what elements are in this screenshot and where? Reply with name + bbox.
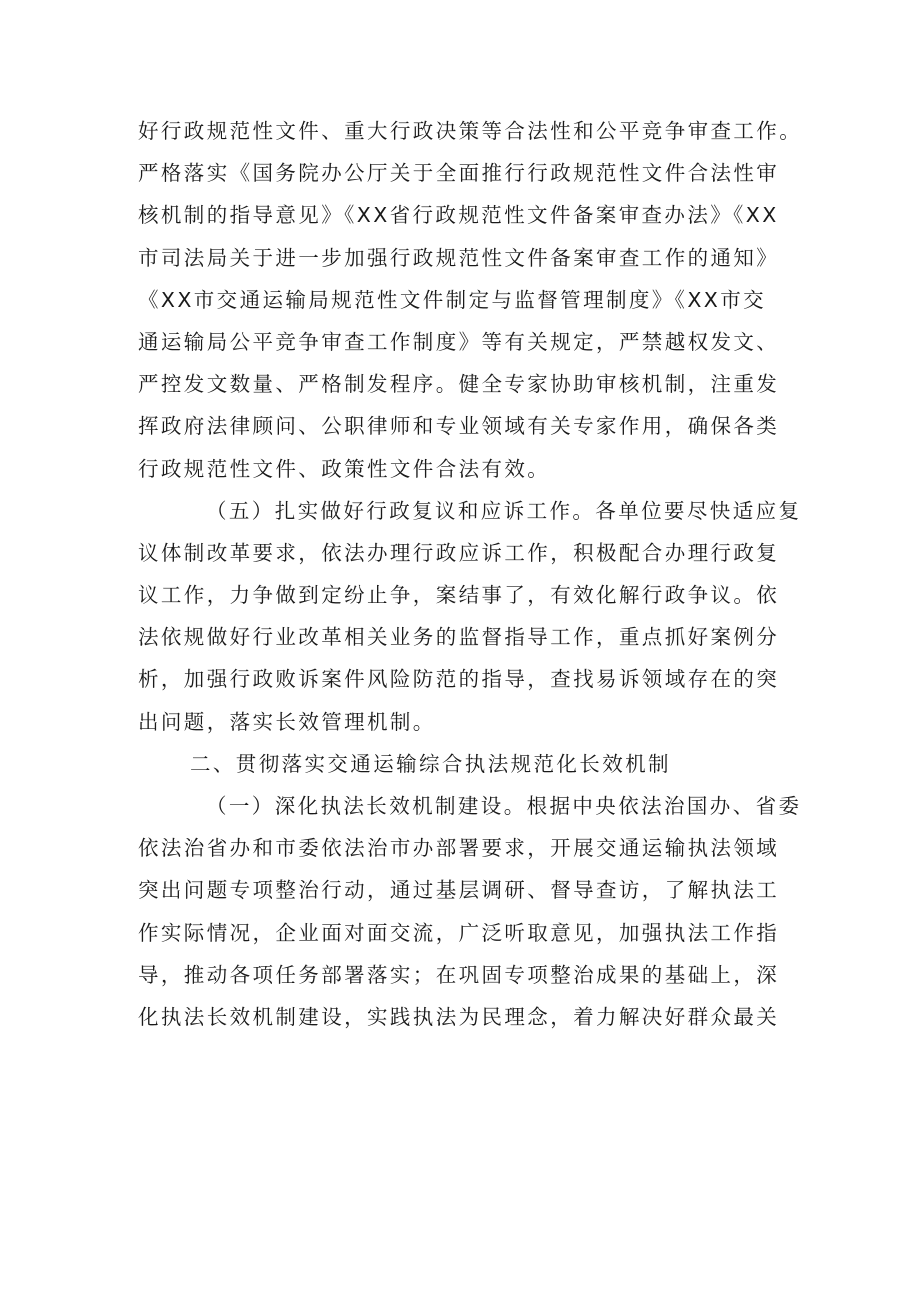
document-body [138,110,803,1038]
paragraph-heading-line: （五）扎实做好行政复议和应诉工作。各单位要尽快适应复 [206,498,802,523]
text-line: 法依规做好行业改革相关业务的监督指导工作，重点抓好案例分 [138,625,780,650]
text-line: 严控发文数量、严格制发程序。健全专家协助审核机制，注重发 [138,372,780,397]
text-line: 导，推动各项任务部署落实；在巩固专项整治成果的基础上，深 [138,962,780,987]
text-line: 好行政规范性文件、重大行政决策等合法性和公平竞争审查工作。 [138,119,803,143]
text-line: 议体制改革要求，依法办理行政应诉工作，积极配合办理行政复 [138,540,780,565]
text-line: 析，加强行政败诉案件风险防范的指导，查找易诉领域存在的突 [138,667,780,692]
text-line: 《XX市交通运输局规范性文件制定与监督管理制度》《XX市交 [138,287,767,312]
text-line: 严格落实《国务院办公厅关于全面推行行政规范性文件合法性审 [138,161,780,186]
text-line: 议工作，力争做到定纷止争，案结事了，有效化解行政争议。依 [138,583,780,608]
text-line: 市司法局关于进一步加强行政规范性文件备案审查工作的通知》 [138,245,780,270]
text-line: 出问题，落实长效管理机制。 [138,709,436,734]
text-line: 行政规范性文件、政策性文件合法有效。 [138,456,551,481]
section-heading: 二、贯彻落实交通运输综合执法规范化长效机制 [190,751,671,776]
text-line: 通运输局公平竞争审查工作制度》等有关规定，严禁越权发文、 [138,329,780,354]
paragraph-heading-line: （一）深化执法长效机制建设。根据中央依法治国办、省委 [206,794,802,818]
text-line: 化执法长效机制建设，实践执法为民理念，着力解决好群众最关 [138,1004,780,1029]
text-line: 依法治省办和市委依法治市办部署要求，开展交通运输执法领域 [138,836,780,861]
text-line: 核机制的指导意见》《XX省行政规范性文件备案审查办法》《XX [138,203,779,228]
text-line: 挥政府法律顾问、公职律师和专业领域有关专家作用，确保各类 [138,414,780,439]
text-line: 突出问题专项整治行动，通过基层调研、督导查访，了解执法工 [138,878,780,903]
text-line: 作实际情况，企业面对面交流，广泛听取意见，加强执法工作指 [138,920,780,945]
